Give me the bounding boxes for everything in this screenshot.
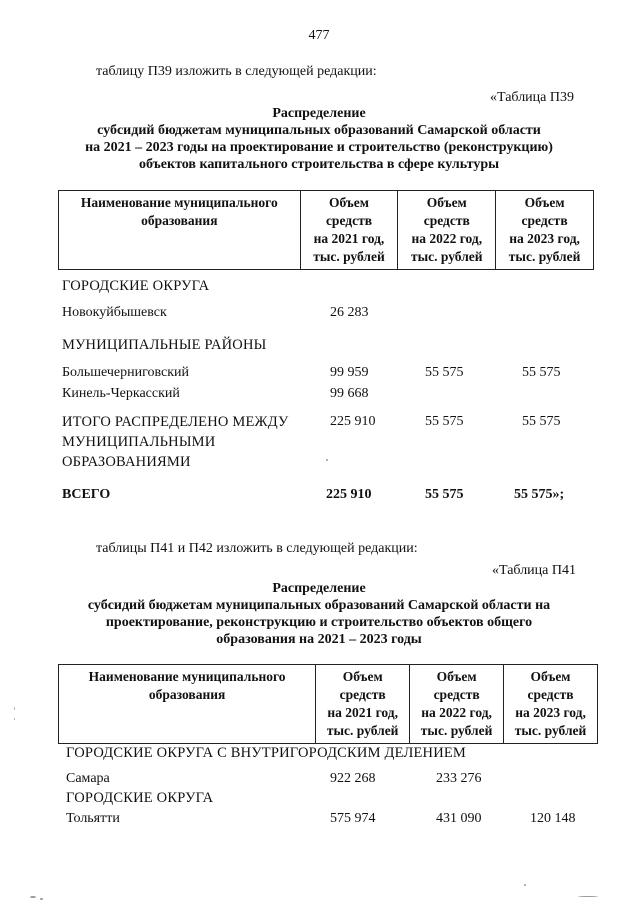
scan-speck — [14, 718, 15, 720]
table2-title-line: проектирование, реконструкцию и строительство объектов общего — [105, 615, 533, 630]
row-name: Кинель-Черкасский — [62, 386, 180, 401]
total-label-line: ИТОГО РАСПРЕДЕЛЕНО МЕЖДУ — [62, 414, 289, 430]
row-value-2023: 120 148 — [530, 811, 576, 826]
table2-header-2023: Объем средств на 2023 год, тыс. рублей — [504, 665, 598, 744]
row-value-2021: 26 283 — [330, 305, 369, 320]
table1-header-2021: Объем средств на 2021 год, тыс. рублей — [300, 191, 398, 270]
scan-speck — [326, 459, 328, 461]
row-name: Большечерниговский — [62, 365, 190, 380]
total-label-line: ОБРАЗОВАНИЯМИ — [62, 454, 191, 470]
table-row — [0, 811, 638, 831]
table-row — [0, 305, 638, 325]
row-value-2022: 55 575 — [425, 365, 464, 380]
row-value-2023: 55 575 — [522, 365, 561, 380]
table2-section-city-districts-with-division: ГОРОДСКИЕ ОКРУГА С ВНУТРИГОРОДСКИМ ДЕЛЕНИЕМ — [66, 745, 467, 761]
row-name: Самара — [66, 771, 110, 786]
scan-speck — [524, 884, 526, 886]
row-value-2021: 225 910 — [330, 414, 376, 429]
scan-speck — [30, 896, 36, 898]
table1-header — [58, 190, 594, 270]
row-value-2021: 99 959 — [330, 365, 369, 380]
table1-section-municipal-districts: МУНИЦИПАЛЬНЫЕ РАЙОНЫ — [62, 337, 267, 353]
row-value-2021: 922 268 — [330, 771, 376, 786]
table1-title-line: Распределение — [272, 106, 366, 121]
total-label-line: МУНИЦИПАЛЬНЫМИ — [62, 434, 216, 450]
table2-header-2022: Объем средств на 2022 год, тыс. рублей — [410, 665, 504, 744]
table1-grand-total-row — [0, 487, 638, 507]
row-value-2022: 233 276 — [436, 771, 482, 786]
scan-speck — [40, 898, 43, 900]
table-row — [0, 365, 638, 385]
table2-title-line: образования на 2021 – 2023 годы — [216, 632, 422, 647]
table1-title-line: субсидий бюджетам муниципальных образований Самарской области — [97, 123, 541, 138]
table1-label: «Таблица П39 — [490, 90, 574, 105]
row-value-2021: 225 910 — [326, 487, 372, 502]
row-value-2023: 55 575 — [522, 414, 561, 429]
row-value-2022: 55 575 — [425, 487, 464, 502]
table1-section-city-districts: ГОРОДСКИЕ ОКРУГА — [62, 278, 210, 294]
table2-section-city-districts: ГОРОДСКИЕ ОКРУГА — [66, 790, 214, 806]
table1-header-name: Наименование муниципального образования — [59, 191, 301, 270]
scan-speck — [14, 707, 15, 710]
scan-speck — [578, 896, 598, 897]
row-value-2021: 99 668 — [330, 386, 369, 401]
table1-header-2022: Объем средств на 2022 год, тыс. рублей — [398, 191, 496, 270]
row-value-2022: 55 575 — [425, 414, 464, 429]
intro-paragraph-1: таблицу П39 изложить в следующей редакции: — [96, 64, 377, 79]
table1-header-2023: Объем средств на 2023 год, тыс. рублей — [496, 191, 594, 270]
table2-title-line: Распределение — [272, 581, 366, 596]
table1-title-line: на 2021 – 2023 годы на проектирование и строительство (реконструкцию) — [85, 140, 553, 155]
row-value-2023: 55 575»; — [514, 487, 565, 502]
table2-title-line: субсидий бюджетам муниципальных образований Самарской области на — [87, 598, 551, 613]
row-value-2022: 431 090 — [436, 811, 482, 826]
table-row — [0, 771, 638, 791]
table2-label: «Таблица П41 — [492, 563, 576, 578]
table2-header-name: Наименование муниципального образования — [59, 665, 316, 744]
table2-header-2021: Объем средств на 2021 год, тыс. рублей — [316, 665, 410, 744]
table-row — [0, 386, 638, 406]
page-number: 477 — [308, 28, 330, 43]
row-name: Тольятти — [66, 811, 120, 826]
table2-header — [58, 664, 598, 744]
row-name: ВСЕГО — [62, 487, 111, 502]
table1-title-line: объектов капитального строительства в сфере культуры — [138, 157, 500, 172]
row-value-2021: 575 974 — [330, 811, 376, 826]
row-name: Новокуйбышевск — [62, 305, 167, 320]
intro-paragraph-2: таблицы П41 и П42 изложить в следующей редакции: — [96, 541, 418, 556]
